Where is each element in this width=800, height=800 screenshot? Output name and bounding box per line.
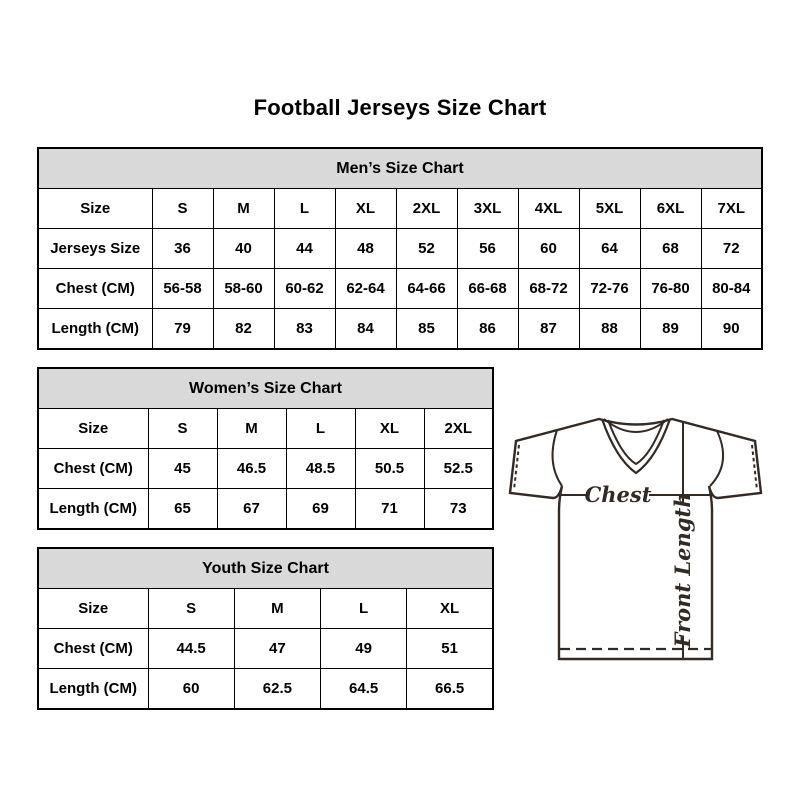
value-cell: 72-76: [579, 269, 640, 309]
value-cell: 40: [213, 229, 274, 269]
value-cell: 82: [213, 309, 274, 350]
value-cell: 36: [152, 229, 213, 269]
value-cell: 49: [321, 629, 407, 669]
value-cell: 88: [579, 309, 640, 350]
value-cell: 68: [640, 229, 701, 269]
row-header-cell: Size: [38, 409, 148, 449]
value-cell: 64-66: [396, 269, 457, 309]
value-cell: 52: [396, 229, 457, 269]
value-cell: 60: [518, 229, 579, 269]
value-cell: 89: [640, 309, 701, 350]
value-cell: 62-64: [335, 269, 396, 309]
value-cell: 76-80: [640, 269, 701, 309]
value-cell: 64.5: [321, 669, 407, 710]
value-cell: 6XL: [640, 189, 701, 229]
value-cell: 50.5: [355, 449, 424, 489]
value-cell: 66.5: [407, 669, 493, 710]
value-cell: 79: [152, 309, 213, 350]
value-cell: 87: [518, 309, 579, 350]
value-cell: 60: [148, 669, 234, 710]
youth-size-chart-table: [37, 547, 494, 710]
table-title: Women’s Size Chart: [38, 368, 493, 409]
table-row: [38, 589, 493, 629]
value-cell: 85: [396, 309, 457, 350]
table-title-row: [38, 148, 762, 189]
row-header-cell: Size: [38, 189, 152, 229]
value-cell: XL: [407, 589, 493, 629]
value-cell: 2XL: [396, 189, 457, 229]
value-cell: 58-60: [213, 269, 274, 309]
table-row: [38, 229, 762, 269]
value-cell: 62.5: [234, 669, 320, 710]
front-length-label: Front Length: [670, 492, 695, 648]
value-cell: 90: [701, 309, 762, 350]
value-cell: S: [148, 589, 234, 629]
table-row: [38, 309, 762, 350]
value-cell: 65: [148, 489, 217, 530]
value-cell: 44: [274, 229, 335, 269]
table-title-row: [38, 368, 493, 409]
value-cell: 5XL: [579, 189, 640, 229]
value-cell: 69: [286, 489, 355, 530]
row-header-cell: Length (CM): [38, 489, 148, 530]
value-cell: 48.5: [286, 449, 355, 489]
value-cell: 2XL: [424, 409, 493, 449]
value-cell: L: [274, 189, 335, 229]
table-title: Men’s Size Chart: [38, 148, 762, 189]
value-cell: 52.5: [424, 449, 493, 489]
value-cell: 4XL: [518, 189, 579, 229]
value-cell: 84: [335, 309, 396, 350]
row-header-cell: Length (CM): [38, 309, 152, 350]
value-cell: 48: [335, 229, 396, 269]
value-cell: 64: [579, 229, 640, 269]
value-cell: 45: [148, 449, 217, 489]
value-cell: 44.5: [148, 629, 234, 669]
row-header-cell: Chest (CM): [38, 449, 148, 489]
value-cell: S: [148, 409, 217, 449]
table-title: Youth Size Chart: [38, 548, 493, 589]
value-cell: 60-62: [274, 269, 335, 309]
jersey-measurement-diagram: [504, 411, 776, 669]
table-row: [38, 629, 493, 669]
table-row: [38, 669, 493, 710]
left-sleeve-seam: [553, 430, 562, 486]
row-header-cell: Length (CM): [38, 669, 148, 710]
table-row: [38, 189, 762, 229]
value-cell: 46.5: [217, 449, 286, 489]
value-cell: 47: [234, 629, 320, 669]
value-cell: M: [213, 189, 274, 229]
row-header-cell: Jerseys Size: [38, 229, 152, 269]
row-header-cell: Chest (CM): [38, 629, 148, 669]
womens-size-chart-table: [37, 367, 494, 530]
value-cell: 66-68: [457, 269, 518, 309]
value-cell: 56: [457, 229, 518, 269]
value-cell: L: [321, 589, 407, 629]
value-cell: L: [286, 409, 355, 449]
table-row: [38, 489, 493, 530]
value-cell: 72: [701, 229, 762, 269]
table-row: [38, 269, 762, 309]
mens-size-chart-table: [37, 147, 763, 350]
page-title: Football Jerseys Size Chart: [253, 95, 547, 120]
value-cell: M: [234, 589, 320, 629]
value-cell: 7XL: [701, 189, 762, 229]
value-cell: XL: [355, 409, 424, 449]
value-cell: 51: [407, 629, 493, 669]
value-cell: 3XL: [457, 189, 518, 229]
value-cell: 67: [217, 489, 286, 530]
value-cell: 56-58: [152, 269, 213, 309]
row-header-cell: Size: [38, 589, 148, 629]
value-cell: 86: [457, 309, 518, 350]
table-title-row: [38, 548, 493, 589]
value-cell: 80-84: [701, 269, 762, 309]
value-cell: S: [152, 189, 213, 229]
right-sleeve-seam: [710, 431, 723, 486]
value-cell: 83: [274, 309, 335, 350]
value-cell: M: [217, 409, 286, 449]
chest-label: Chest: [584, 482, 652, 507]
table-row: [38, 449, 493, 489]
row-header-cell: Chest (CM): [38, 269, 152, 309]
value-cell: XL: [335, 189, 396, 229]
value-cell: 73: [424, 489, 493, 530]
table-row: [38, 409, 493, 449]
value-cell: 68-72: [518, 269, 579, 309]
value-cell: 71: [355, 489, 424, 530]
